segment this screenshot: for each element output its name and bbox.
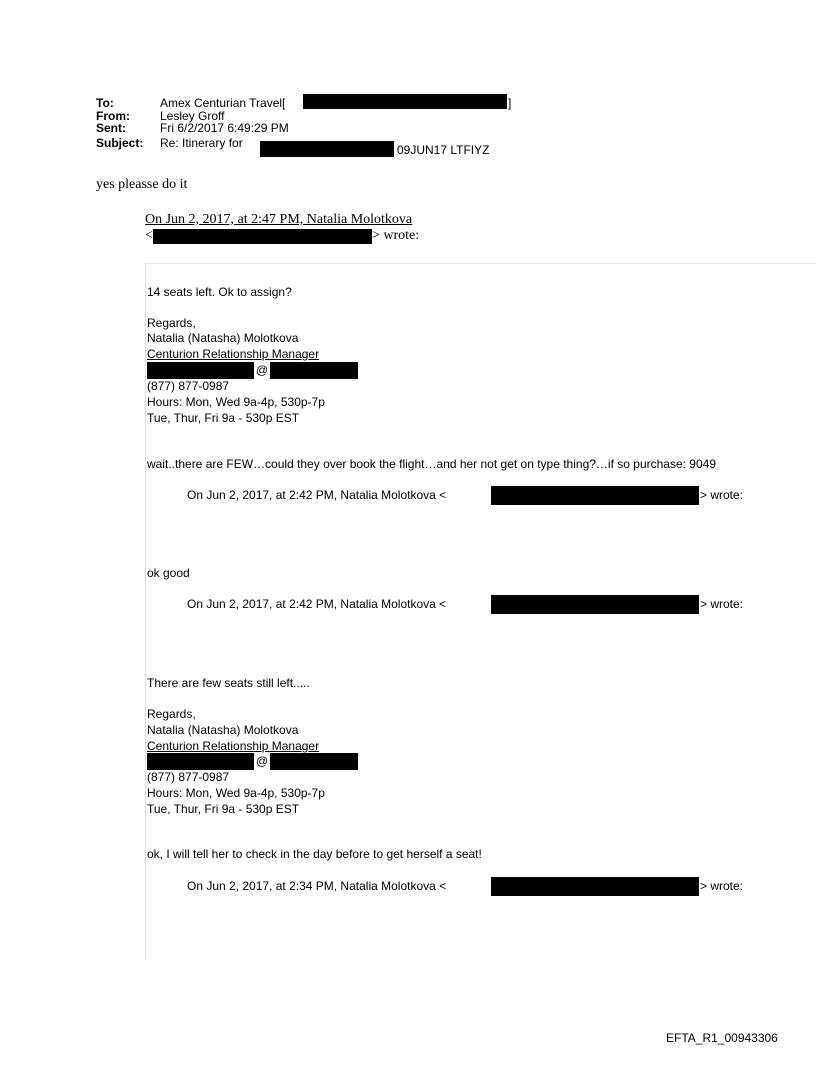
redaction-quote3-email [491, 595, 699, 614]
quote4-header: On Jun 2, 2017, at 2:34 PM, Natalia Molotkova < [187, 879, 447, 893]
sig-at: @ [256, 363, 269, 377]
quote-top-border [145, 263, 816, 264]
sig-hours2: Tue, Thur, Fri 9a - 530p EST [147, 802, 300, 816]
from-label: From: [96, 109, 130, 123]
sig-phone: (877) 877-0987 [147, 770, 230, 784]
subject-prefix: Re: Itinerary for [160, 136, 243, 150]
msg-ok-good: ok good [147, 566, 190, 580]
subject-suffix: 09JUN17 LTFIYZ [397, 143, 490, 157]
sig-hours2: Tue, Thur, Fri 9a - 530p EST [147, 411, 300, 425]
quote1-lt: < [145, 228, 153, 243]
sig-name: Natalia (Natasha) Molotkova [147, 331, 299, 345]
to-label: To: [96, 96, 114, 110]
sent-label: Sent: [96, 121, 126, 135]
msg-check-in: ok, I will tell her to check in the day before to get herself a seat! [147, 847, 482, 861]
from-value: Lesley Groff [160, 109, 225, 123]
sig-title: Centurion Relationship Manager [147, 739, 320, 753]
redaction-quote1-email [153, 229, 372, 244]
sent-value: Fri 6/2/2017 6:49:29 PM [160, 121, 289, 135]
msg-few-seats: There are few seats still left..... [147, 676, 310, 690]
sig-regards: Regards, [147, 707, 196, 721]
redaction-quote4-email [491, 877, 699, 896]
quote3-wrote: > wrote: [700, 597, 744, 611]
sig-title: Centurion Relationship Manager [147, 347, 320, 361]
sig-name: Natalia (Natasha) Molotkova [147, 723, 299, 737]
msg-seats-left: 14 seats left. Ok to assign? [147, 285, 292, 299]
document-id: EFTA_R1_00943306 [666, 1031, 778, 1045]
redaction-to [303, 94, 507, 109]
quote2-wrote: > wrote: [700, 488, 744, 502]
sig-hours1: Hours: Mon, Wed 9a-4p, 530p-7p [147, 395, 325, 409]
reply-text: yes pleasse do it [96, 177, 188, 192]
msg-overbook: wait..there are FEW…could they over book the flight…and her not get on type thing?…if so purchase: 9049 [147, 457, 716, 471]
quote1-line1: On Jun 2, 2017, at 2:47 PM, Natalia Molotkova [145, 212, 413, 227]
redaction-sig2-domain [270, 753, 358, 770]
sig-regards: Regards, [147, 316, 196, 330]
redaction-sig1-user [147, 362, 254, 379]
redaction-sig1-domain [270, 362, 358, 379]
redaction-sig2-user [147, 753, 254, 770]
quote3-header: On Jun 2, 2017, at 2:42 PM, Natalia Molotkova < [187, 597, 447, 611]
sig-at: @ [256, 754, 269, 768]
quote2-header: On Jun 2, 2017, at 2:42 PM, Natalia Molotkova < [187, 488, 447, 502]
quote4-wrote: > wrote: [700, 879, 744, 893]
to-close: ] [508, 96, 512, 110]
sig-hours1: Hours: Mon, Wed 9a-4p, 530p-7p [147, 786, 325, 800]
quote1-wrote: > wrote: [372, 228, 420, 243]
redaction-quote2-email [491, 486, 699, 505]
redaction-subject [260, 141, 394, 157]
sig-phone: (877) 877-0987 [147, 379, 230, 393]
subject-label: Subject: [96, 136, 144, 150]
quote-left-border [145, 263, 146, 960]
to-value: Amex Centurian Travel[ [160, 96, 286, 110]
